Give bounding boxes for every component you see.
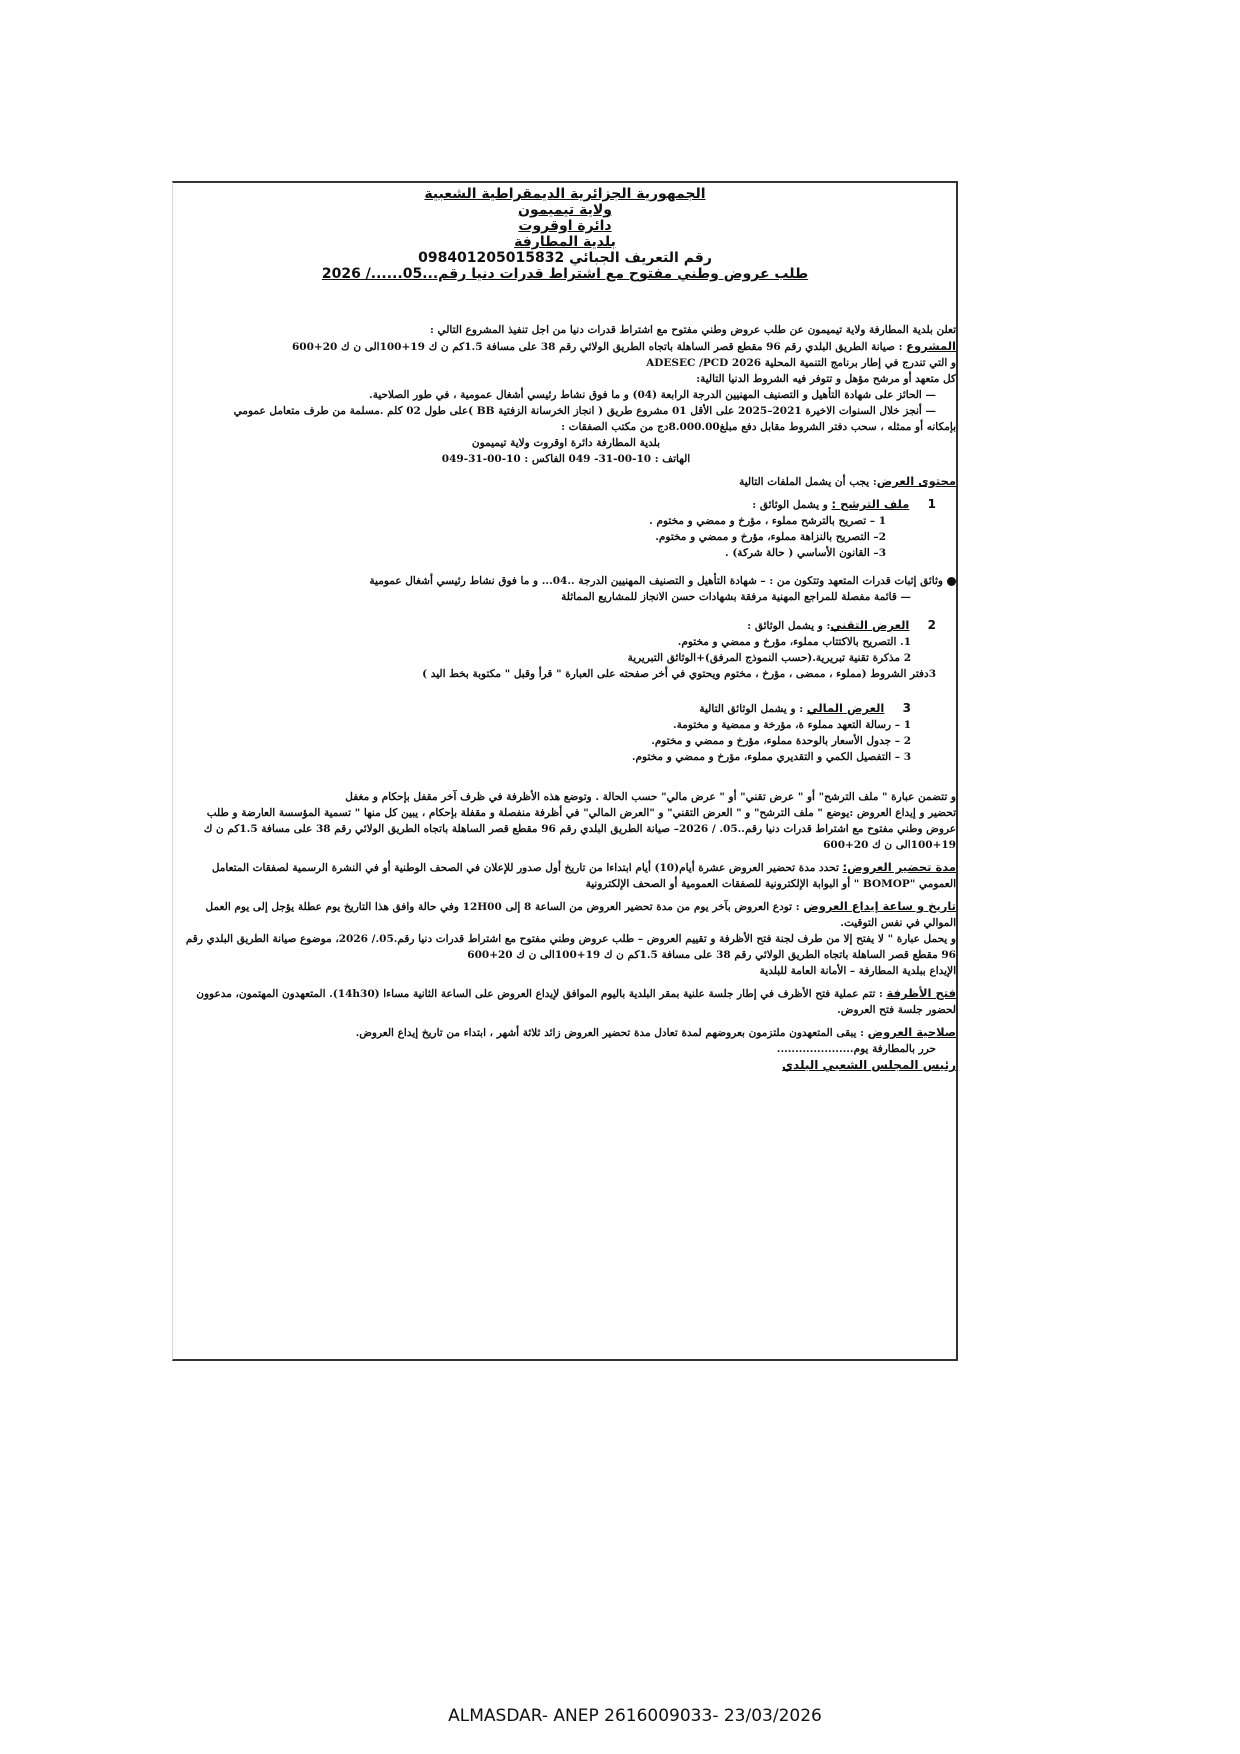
daira-heading: دائرة اوقروت <box>518 218 612 234</box>
section-3-item-1: 1 – رسالة التعهد مملوء ة، مؤرخة و ممضية و مختومة. <box>672 719 911 731</box>
deposit-mention: و يحمل عبارة " لا يفتح إلا من طرف لجنة فتح الأظرفة و تقييم العروض – طلب عروض وطني مفتوح مع اشتراط قدرات دنيا رقم.05./ 2026، موضوع صيانة الطريق البلدي رقم 96 مقطع قصر الساهلة باتجاه الطريق الولائي رقم 38 على مسافة 1.5كم ن ك 19+100الى ن ك 20+600 <box>185 933 956 961</box>
preparation-paragraph <box>176 859 956 892</box>
section-3-text: : و يشمل الوثائق التالية <box>699 703 807 715</box>
footer-reference: ALMASDAR- ANEP 2616009033- 23/03/2026 <box>448 1706 822 1726</box>
opening-paragraph <box>176 985 956 1018</box>
address-line: بلدية المطارفة دائرة اوقروت ولاية تيميمون <box>471 437 661 449</box>
announcement: تعلن بلدية المطارفة ولاية تيميمون عن طلب عروض وطني مفتوح مع اشتراط قدرات دنيا من اجل تنفيذ المشروع التالي : <box>429 324 956 336</box>
document-body <box>176 322 956 1073</box>
signatory: رئيس المجلس الشعبي البلدي <box>782 1058 956 1072</box>
deposit-text: : تودع العروض بآخر يوم من مدة تحضير العروض من الساعة 8 إلى 12H00 وفي حالة وافق هذا التاريخ يوم عطلة يؤجل إلى يوم العمل الموالي في نفس التوقيت. <box>205 901 956 929</box>
commune-heading: بلدية المطارفة <box>514 234 616 250</box>
validity-text: : يبقى المتعهدون ملتزمون بعروضهم لمدة تعادل مدة تحضير العروض زائد ثلاثة أشهر ، ابتداء من تاريخ إيداع العروض. <box>355 1027 868 1039</box>
section-1-item-3: 3– القانون الأساسي ( حالة شركة) . <box>725 547 886 559</box>
section-1-text: و يشمل الوثائق : <box>752 499 832 511</box>
preparation-label: مدة تحضير العروض: <box>842 860 956 874</box>
section-2-number: 2 <box>927 618 936 632</box>
content-text: : يجب أن يشمل الملفات التالية <box>739 476 877 488</box>
eligibility-line: كل متعهد أو مرشح مؤهل و تتوفر فيه الشروط الدنيا التالية: <box>696 373 956 385</box>
envelopes-line-1: و تتضمن عبارة " ملف الترشح" أو " عرض تقني" أو " عرض مالي" حسب الحالة . وتوضع هذه الأظرفة في ظرف آخر مقفل بإحكام و مغفل <box>345 791 956 803</box>
program-line: و التي تندرج في إطار برنامج التنمية المحلية ADESEC /PCD 2026 <box>646 357 956 369</box>
deposit-location: الإيداع ببلدية المطارفة – الأمانة العامة للبلدية <box>759 965 956 977</box>
section-3-heading <box>176 700 956 717</box>
opening-text: : تتم عملية فتح الأظرف في إطار جلسة علنية بمقر البلدية باليوم الموافق لإيداع العروض على الساعة الثانية مساءا (14h30). المتعهدون المهتمون، مدعوون لحضور جلسة فتح العروض. <box>196 988 956 1016</box>
bullet-icon <box>947 577 956 586</box>
content-label: محتوى العرض <box>876 474 956 488</box>
condition-2: — أنجز خلال السنوات الاخيرة 2021–2025 على الأقل 01 مشروع طريق ( انجاز الخرسانة الزفتية BB )على طول 02 كلم .مسلمة من طرف متعامل عمومي <box>233 405 936 417</box>
project-line <box>176 338 956 355</box>
tender-title: طلب عروض وطني مفتوح مع اشتراط قدرات دنيا رقم...05....../ 2026 <box>321 266 809 282</box>
deposit-label: تاريخ و ساعة إيداع العروض <box>803 899 956 913</box>
section-3-number: 3 <box>902 701 911 715</box>
section-1-label: ملف الترشح : <box>831 497 910 511</box>
section-2-item-3: 3دفتر الشروط (مملوء ، ممضى ، مؤرخ ، مختوم ويحتوي في أخر صفحته على العبارة " قرأ وقبل " مكتوبة بخط اليد ) <box>422 668 936 680</box>
document-header <box>172 186 958 282</box>
capacity-docs: وثائق إثبات قدرات المتعهد وتتكون من : – شهادة التأهيل و التصنيف المهنيين الدرجة ..04... و ما فوق نشاط رئيسي أشغال عمومية <box>176 573 956 589</box>
signature-place-date: حرر بالمطارفة يوم..................... <box>776 1043 936 1055</box>
section-3-item-3: 3 – التفصيل الكمي و التقديري مملوء، مؤرخ و ممضي و مختوم. <box>631 751 911 763</box>
section-1-heading <box>176 496 956 513</box>
project-label: المشروع <box>906 339 956 353</box>
opening-label: فتح الأظرفة <box>886 986 956 1000</box>
republic-heading: الجمهورية الجزائرية الديمقراطية الشعبية <box>424 186 706 202</box>
validity-paragraph <box>176 1024 956 1041</box>
section-1-number: 1 <box>927 497 936 511</box>
wilaya-heading: ولاية تيميمون <box>518 202 612 218</box>
section-2-item-2: 2 مذكرة تقنية تبريرية.(حسب النموذج المرفق)+الوثائق التبريرية <box>627 652 911 664</box>
deposit-paragraph <box>176 898 956 931</box>
section-3-item-2: 2 – جدول الأسعار بالوحدة مملوء، مؤرخ و ممضي و مختوم. <box>651 735 911 747</box>
capacity-docs-2: — قائمة مفصلة للمراجع المهنية مرفقة بشهادات حسن الانجاز للمشاريع المماثلة <box>561 591 911 603</box>
content-line <box>176 473 956 490</box>
validity-label: صلاحية العروض <box>867 1025 956 1039</box>
section-2-label: العرض التقني <box>830 618 910 632</box>
condition-1: — الحائز على شهادة التأهيل و التصنيف المهنيين الدرجة الرابعة (04) و ما فوق نشاط رئيسي أشغال عمومية ، في طور الصلاحية. <box>369 389 936 401</box>
tax-id: رقم التعريف الجبائي 098401205015832 <box>418 250 712 266</box>
withdrawal-line: بإمكانه أو ممثله ، سحب دفتر الشروط مقابل دفع مبلغ8.000.00دج من مكتب الصفقات : <box>561 421 956 433</box>
section-1-item-2: 2– التصريح بالنزاهة مملوء، مؤرخ و ممضي و مختوم. <box>655 531 886 543</box>
project-text: : صيانة الطريق البلدي رقم 96 مقطع قصر الساهلة باتجاه الطريق الولائي رقم 38 على مسافة 1.5كم ن ك 19+100الى ن ك 20+600 <box>292 341 907 353</box>
envelopes-line-2: تحضير و إيداع العروض :يوضع " ملف الترشح" و " العرض التقني" و "العرض المالي" في أظرفة منفصلة و مقفلة بإحكام ، يبين كل منها " تسمية المؤسسة العارضة و طلب عروض وطني مفتوح مع اشتراط قدرات دنيا رقم..05. / 2026– صيانة الطريق البلدي رقم 96 مقطع قصر الساهلة باتجاه الطريق الولائي رقم 38 على مسافة 1.5كم ن ك 19+100الى ن ك 20+600 <box>203 807 956 851</box>
section-1-item-1: 1 – تصريح بالترشح مملوء ، مؤرخ و ممضي و مختوم . <box>649 515 886 527</box>
section-2-item-1: 1. التصريح بالاكتتاب مملوء، مؤرخ و ممضي و مختوم. <box>677 636 911 648</box>
section-2-text: : و يشمل الوثائق : <box>747 620 831 632</box>
section-2-heading <box>176 617 956 634</box>
section-3-label: العرض المالي <box>806 701 885 715</box>
preparation-text: تحدد مدة تحضير العروض عشرة أيام(10) أيام ابتداءا من تاريخ أول صدور للإعلان في الصحف الوطنية أو في النشرة الرسمية لصفقات المتعامل العمومي "BOMOP " أو البوابة الإلكترونية للصفقات العمومية أو الصحف الإلكترونية <box>211 862 956 890</box>
phone-line: الهاتف : 10-00-31- 049 الفاكس : 10-00-31-049 <box>441 453 691 465</box>
